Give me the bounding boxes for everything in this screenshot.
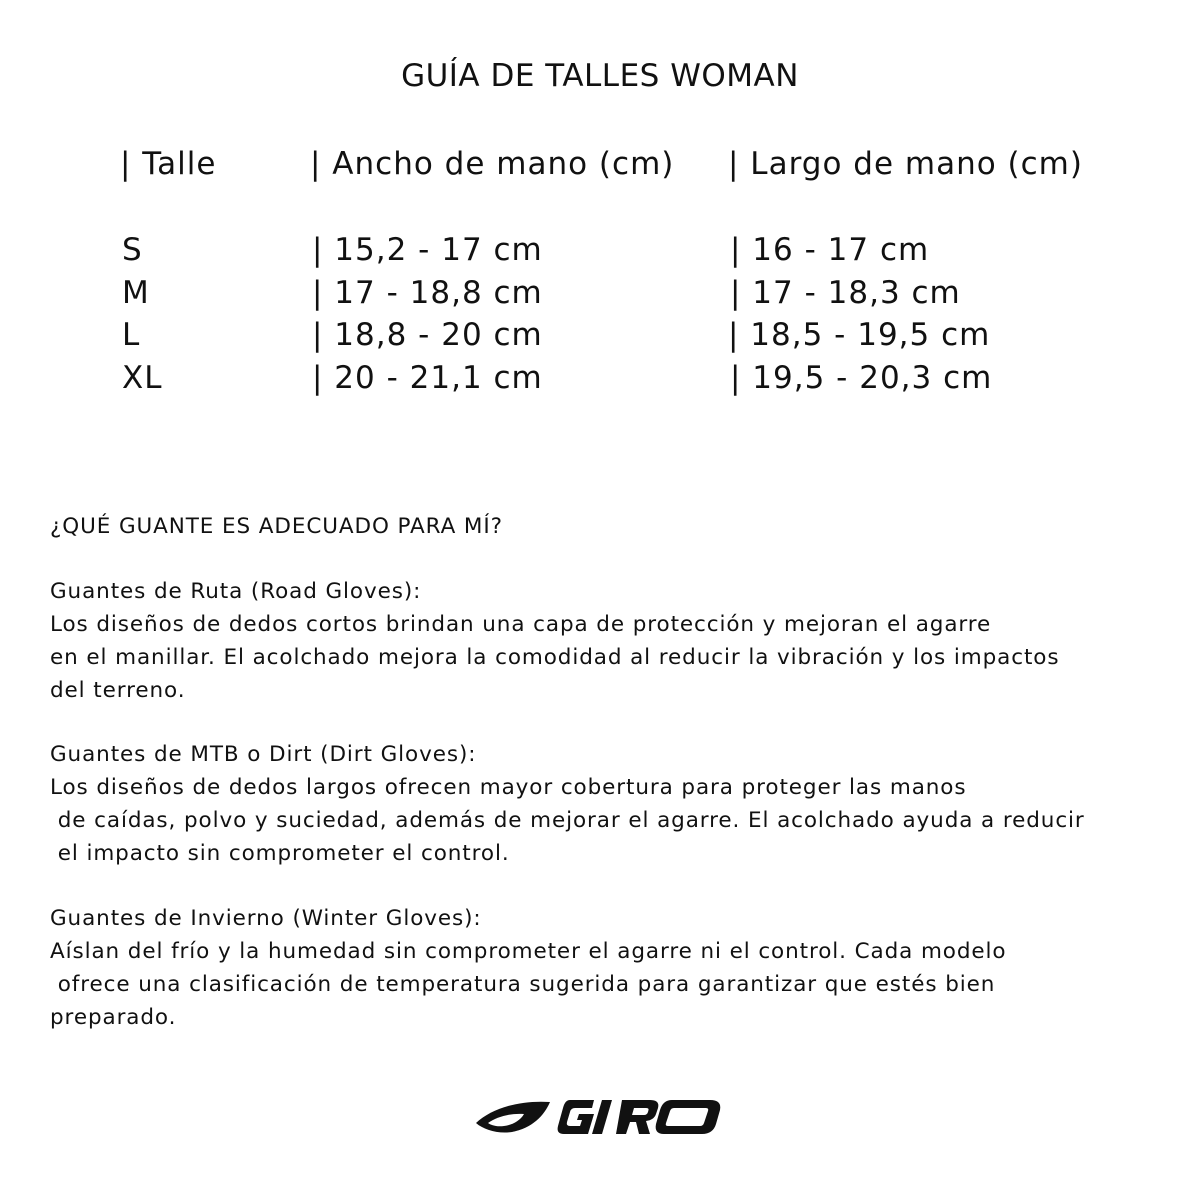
header-hand-width: | Ancho de mano (cm) [310, 146, 675, 182]
row-width: | 18,8 - 20 cm [312, 317, 543, 353]
header-size: | Talle [120, 146, 217, 182]
row-length: | 19,5 - 20,3 cm [730, 360, 993, 396]
section-line: de caídas, polvo y suciedad, además de mejorar el agarre. El acolchado ayuda a reducir [50, 808, 1085, 833]
section-line: Aíslan del frío y la humedad sin comprometer el agarre ni el control. Cada modelo [50, 939, 1007, 964]
section-heading: Guantes de Invierno (Winter Gloves): [50, 906, 482, 931]
row-size: L [122, 317, 141, 353]
page-title: GUÍA DE TALLES WOMAN [401, 58, 799, 94]
section-line: Los diseños de dedos cortos brindan una capa de protección y mejoran el agarre [50, 612, 992, 637]
row-width: | 17 - 18,8 cm [312, 275, 543, 311]
section-heading: Guantes de Ruta (Road Gloves): [50, 579, 422, 604]
row-size: XL [122, 360, 163, 396]
giro-logo-icon [474, 1094, 726, 1138]
row-size: S [122, 232, 143, 268]
section-line: preparado. [50, 1005, 177, 1030]
section-line: en el manillar. El acolchado mejora la comodidad al reducir la vibración y los impactos [50, 645, 1060, 670]
row-length: | 17 - 18,3 cm [730, 275, 961, 311]
row-width: | 15,2 - 17 cm [312, 232, 543, 268]
section-heading: Guantes de MTB o Dirt (Dirt Gloves): [50, 742, 477, 767]
row-width: | 20 - 21,1 cm [312, 360, 543, 396]
header-hand-length: | Largo de mano (cm) [728, 146, 1083, 182]
section-line: ofrece una clasificación de temperatura sugerida para garantizar que estés bien [50, 972, 996, 997]
row-length: | 18,5 - 19,5 cm [728, 317, 991, 353]
row-size: M [122, 275, 150, 311]
guide-question: ¿QUÉ GUANTE ES ADECUADO PARA MÍ? [50, 514, 503, 539]
section-line: Los diseños de dedos largos ofrecen mayor cobertura para proteger las manos [50, 775, 967, 800]
row-length: | 16 - 17 cm [730, 232, 930, 268]
section-line: el impacto sin comprometer el control. [50, 841, 510, 866]
section-line: del terreno. [50, 678, 186, 703]
